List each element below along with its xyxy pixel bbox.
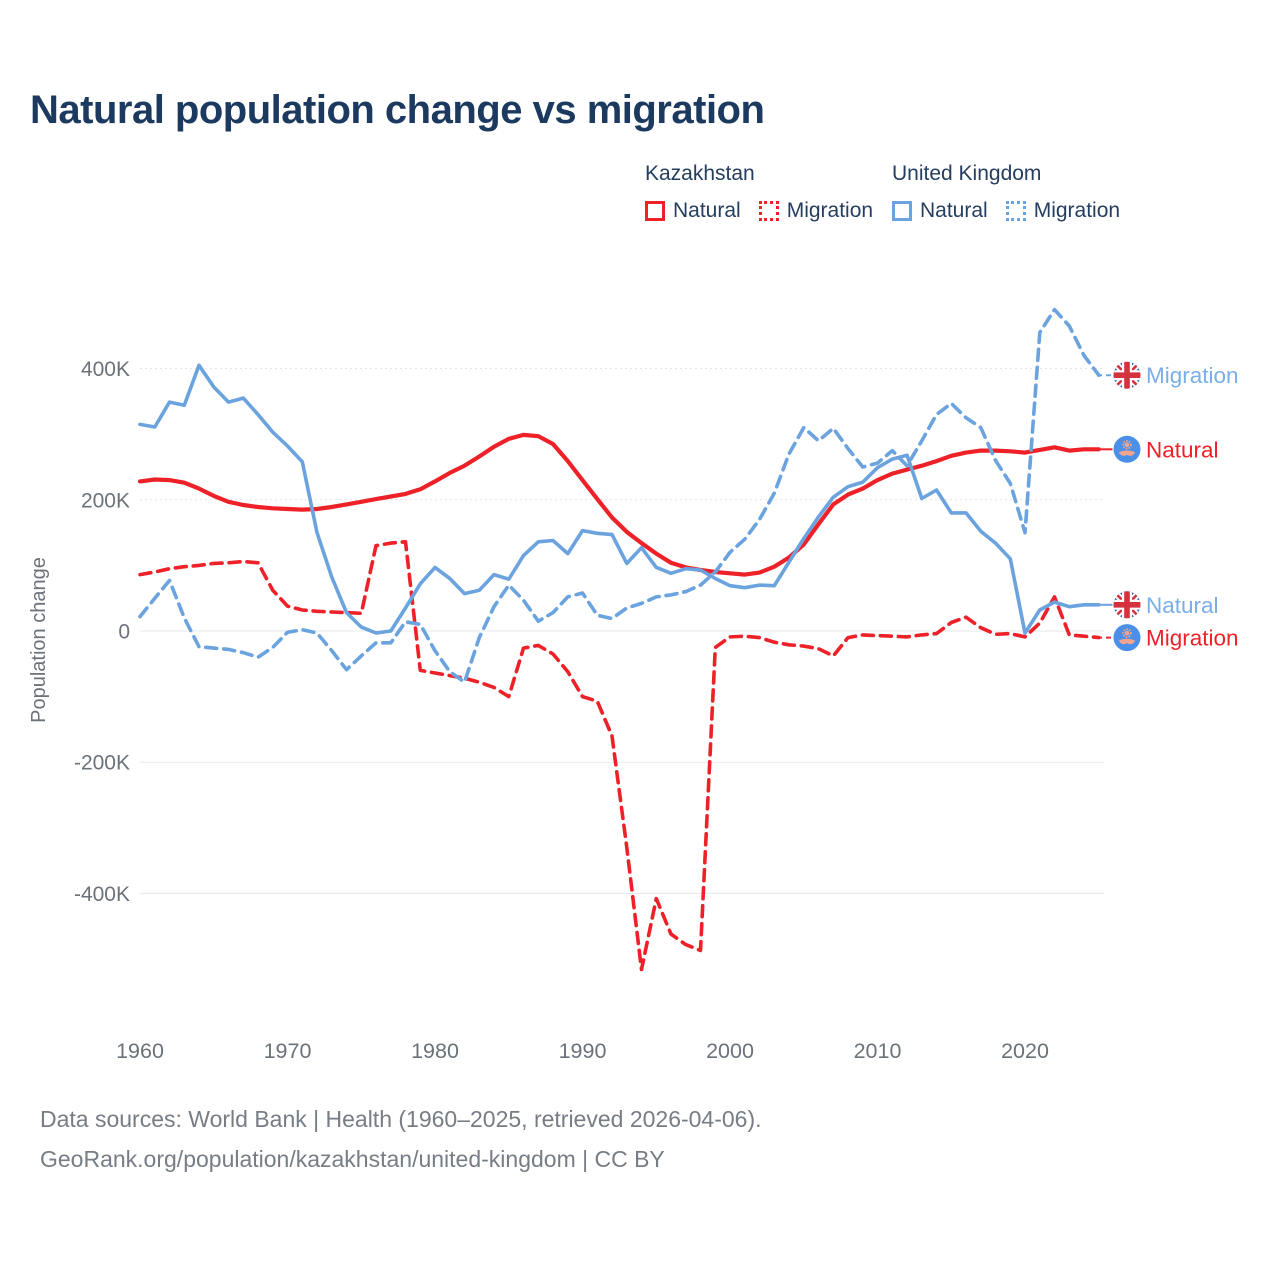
y-tick--200K: -200K	[73, 751, 130, 775]
uk-flag-icon	[1113, 361, 1141, 389]
line-kz_natural	[140, 435, 1099, 575]
x-tick-1970: 1970	[263, 1039, 312, 1063]
end-label-kz_natural: Natural	[1146, 437, 1219, 463]
series-end-labels	[1097, 361, 1239, 651]
legend-group-title: Kazakhstan	[645, 162, 755, 185]
x-tick-1960: 1960	[116, 1039, 164, 1063]
end-label-uk_migration: Migration	[1146, 363, 1239, 389]
y-axis-tick-labels	[74, 358, 130, 906]
x-tick-2020: 2020	[1001, 1039, 1049, 1063]
source-url-text: GeoRank.org/population/kazakhstan/united-kingdom | CC BY	[40, 1146, 665, 1172]
legend-item-label: Migration	[1033, 199, 1121, 222]
y-tick-0: 0	[118, 620, 130, 644]
line-uk_migration	[140, 310, 1099, 683]
data-sources-text: Data sources: World Bank | Health (1960–2025, retrieved 2026-04-06).	[40, 1106, 762, 1132]
legend-item-label: Natural	[920, 199, 988, 222]
y-tick-200K: 200K	[80, 489, 130, 513]
kz-flag-icon	[1114, 624, 1141, 651]
legend-item-label: Migration	[786, 199, 874, 222]
x-tick-1980: 1980	[411, 1039, 459, 1063]
legend-item-label: Natural	[673, 199, 741, 222]
x-tick-2010: 2010	[853, 1039, 902, 1063]
y-tick-400K: 400K	[80, 358, 130, 382]
y-axis-title: Population change	[28, 557, 50, 723]
kz-flag-icon	[1114, 436, 1141, 463]
line-kz_migration	[140, 542, 1099, 970]
end-label-kz_migration: Migration	[1146, 625, 1239, 651]
legend-group-title: United Kingdom	[892, 162, 1042, 185]
y-tick--400K: -400K	[73, 882, 130, 906]
x-tick-1990: 1990	[558, 1039, 607, 1063]
x-tick-2000: 2000	[706, 1039, 754, 1063]
end-label-uk_natural: Natural	[1146, 592, 1219, 618]
chart-title: Natural population change vs migration	[30, 88, 765, 132]
uk-flag-icon	[1113, 591, 1141, 619]
x-axis-tick-labels	[116, 1039, 1049, 1063]
footer	[40, 1099, 762, 1179]
data-series-lines	[140, 310, 1099, 970]
